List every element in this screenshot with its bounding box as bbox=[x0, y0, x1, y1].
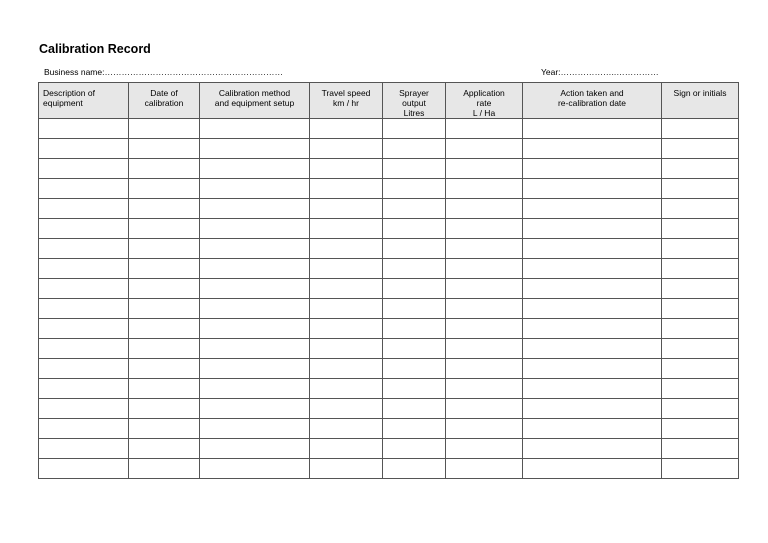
table-cell[interactable] bbox=[662, 159, 739, 179]
table-cell[interactable] bbox=[523, 359, 662, 379]
table-cell[interactable] bbox=[39, 119, 129, 139]
table-cell[interactable] bbox=[523, 419, 662, 439]
table-cell[interactable] bbox=[523, 119, 662, 139]
table-cell[interactable] bbox=[39, 259, 129, 279]
table-cell[interactable] bbox=[446, 399, 523, 419]
table-cell[interactable] bbox=[39, 419, 129, 439]
table-cell[interactable] bbox=[129, 139, 200, 159]
table-cell[interactable] bbox=[446, 419, 523, 439]
table-cell[interactable] bbox=[39, 139, 129, 159]
table-row bbox=[39, 299, 739, 319]
table-row bbox=[39, 379, 739, 399]
table-cell[interactable] bbox=[383, 459, 446, 479]
table-cell[interactable] bbox=[310, 219, 383, 239]
column-header-method: Calibration method and equipment setup bbox=[200, 83, 310, 119]
table-cell[interactable] bbox=[200, 339, 310, 359]
table-cell[interactable] bbox=[662, 419, 739, 439]
table-cell[interactable] bbox=[39, 459, 129, 479]
table-row bbox=[39, 179, 739, 199]
table-row bbox=[39, 239, 739, 259]
table-cell[interactable] bbox=[383, 419, 446, 439]
table-cell[interactable] bbox=[39, 439, 129, 459]
table-cell[interactable] bbox=[662, 279, 739, 299]
table-cell[interactable] bbox=[310, 419, 383, 439]
table-cell[interactable] bbox=[523, 379, 662, 399]
table-cell[interactable] bbox=[383, 199, 446, 219]
table-row bbox=[39, 399, 739, 419]
table-cell[interactable] bbox=[446, 439, 523, 459]
table-cell[interactable] bbox=[129, 399, 200, 419]
table-cell[interactable] bbox=[383, 139, 446, 159]
table-cell[interactable] bbox=[383, 359, 446, 379]
table-cell[interactable] bbox=[310, 239, 383, 259]
table-cell[interactable] bbox=[523, 199, 662, 219]
table-cell[interactable] bbox=[200, 459, 310, 479]
table-cell[interactable] bbox=[129, 179, 200, 199]
table-cell[interactable] bbox=[383, 299, 446, 319]
table-cell[interactable] bbox=[200, 199, 310, 219]
table-cell[interactable] bbox=[39, 359, 129, 379]
table-cell[interactable] bbox=[39, 239, 129, 259]
table-row bbox=[39, 279, 739, 299]
table-cell[interactable] bbox=[39, 319, 129, 339]
table-cell[interactable] bbox=[662, 199, 739, 219]
page-title: Calibration Record bbox=[39, 42, 151, 56]
table-cell[interactable] bbox=[523, 159, 662, 179]
table-cell[interactable] bbox=[39, 279, 129, 299]
table-cell[interactable] bbox=[200, 399, 310, 419]
table-cell[interactable] bbox=[446, 259, 523, 279]
table-cell[interactable] bbox=[129, 239, 200, 259]
business-name-field[interactable]: Business name:……………………………………………………… bbox=[44, 67, 283, 77]
table-cell[interactable] bbox=[39, 299, 129, 319]
table-cell[interactable] bbox=[446, 339, 523, 359]
table-cell[interactable] bbox=[129, 339, 200, 359]
table-cell[interactable] bbox=[310, 319, 383, 339]
column-header-application-rate: Application rate L / Ha bbox=[446, 83, 523, 119]
table-cell[interactable] bbox=[383, 119, 446, 139]
table-cell[interactable] bbox=[129, 319, 200, 339]
table-cell[interactable] bbox=[39, 339, 129, 359]
table-cell[interactable] bbox=[662, 299, 739, 319]
table-cell[interactable] bbox=[383, 339, 446, 359]
table-cell[interactable] bbox=[523, 459, 662, 479]
table-cell[interactable] bbox=[310, 159, 383, 179]
table-cell[interactable] bbox=[446, 299, 523, 319]
table-cell[interactable] bbox=[383, 439, 446, 459]
table-cell[interactable] bbox=[446, 199, 523, 219]
header-row bbox=[39, 83, 739, 119]
table-body bbox=[39, 119, 739, 479]
table-cell[interactable] bbox=[383, 279, 446, 299]
table-cell[interactable] bbox=[446, 459, 523, 479]
table-cell[interactable] bbox=[129, 459, 200, 479]
table-cell[interactable] bbox=[446, 119, 523, 139]
table-cell[interactable] bbox=[129, 259, 200, 279]
table-cell[interactable] bbox=[662, 319, 739, 339]
table-cell[interactable] bbox=[310, 259, 383, 279]
table-cell[interactable] bbox=[310, 139, 383, 159]
table-row bbox=[39, 219, 739, 239]
table-cell[interactable] bbox=[383, 379, 446, 399]
table-cell[interactable] bbox=[310, 379, 383, 399]
table-cell[interactable] bbox=[523, 319, 662, 339]
table-cell[interactable] bbox=[310, 359, 383, 379]
table-cell[interactable] bbox=[523, 279, 662, 299]
table-cell[interactable] bbox=[200, 379, 310, 399]
table-cell[interactable] bbox=[200, 219, 310, 239]
table-cell[interactable] bbox=[523, 439, 662, 459]
table-cell[interactable] bbox=[383, 259, 446, 279]
table-row bbox=[39, 199, 739, 219]
table-cell[interactable] bbox=[310, 399, 383, 419]
column-header-description: Description of equipment bbox=[39, 83, 129, 119]
table-cell[interactable] bbox=[446, 379, 523, 399]
table-cell[interactable] bbox=[129, 279, 200, 299]
table-cell[interactable] bbox=[200, 419, 310, 439]
table-cell[interactable] bbox=[446, 359, 523, 379]
table-cell[interactable] bbox=[200, 119, 310, 139]
table-cell[interactable] bbox=[446, 179, 523, 199]
column-header-sign: Sign or initials bbox=[662, 83, 739, 119]
column-header-date: Date of calibration bbox=[129, 83, 200, 119]
table-cell[interactable] bbox=[523, 339, 662, 359]
table-cell[interactable] bbox=[662, 179, 739, 199]
table-cell[interactable] bbox=[383, 399, 446, 419]
table-cell[interactable] bbox=[523, 399, 662, 419]
table-cell[interactable] bbox=[200, 159, 310, 179]
table-cell[interactable] bbox=[662, 339, 739, 359]
table-cell[interactable] bbox=[523, 259, 662, 279]
table-cell[interactable] bbox=[310, 279, 383, 299]
table-cell[interactable] bbox=[129, 299, 200, 319]
table-row bbox=[39, 359, 739, 379]
table-cell[interactable] bbox=[446, 219, 523, 239]
table-cell[interactable] bbox=[310, 339, 383, 359]
table-cell[interactable] bbox=[662, 359, 739, 379]
table-cell[interactable] bbox=[129, 219, 200, 239]
table-cell[interactable] bbox=[523, 299, 662, 319]
table-row bbox=[39, 419, 739, 439]
table-row bbox=[39, 439, 739, 459]
table-cell[interactable] bbox=[446, 159, 523, 179]
column-header-sprayer-output: Sprayer output Litres bbox=[383, 83, 446, 119]
table-cell[interactable] bbox=[662, 459, 739, 479]
table-row bbox=[39, 159, 739, 179]
table-cell[interactable] bbox=[446, 239, 523, 259]
table-cell[interactable] bbox=[662, 399, 739, 419]
table-cell[interactable] bbox=[662, 139, 739, 159]
table-cell[interactable] bbox=[662, 119, 739, 139]
table-cell[interactable] bbox=[129, 159, 200, 179]
table-cell[interactable] bbox=[39, 219, 129, 239]
table-cell[interactable] bbox=[446, 139, 523, 159]
table-row bbox=[39, 139, 739, 159]
calibration-table bbox=[38, 82, 739, 479]
table-row bbox=[39, 339, 739, 359]
table-cell[interactable] bbox=[310, 299, 383, 319]
table-cell[interactable] bbox=[446, 279, 523, 299]
table-cell[interactable] bbox=[39, 179, 129, 199]
column-header-travel-speed: Travel speed km / hr bbox=[310, 83, 383, 119]
table-cell[interactable] bbox=[662, 219, 739, 239]
table-cell[interactable] bbox=[523, 239, 662, 259]
table-cell[interactable] bbox=[200, 279, 310, 299]
table-row bbox=[39, 319, 739, 339]
table-cell[interactable] bbox=[200, 239, 310, 259]
table-cell[interactable] bbox=[129, 119, 200, 139]
table-cell[interactable] bbox=[200, 179, 310, 199]
table-cell[interactable] bbox=[129, 199, 200, 219]
table-cell[interactable] bbox=[200, 319, 310, 339]
table-cell[interactable] bbox=[310, 459, 383, 479]
table-cell[interactable] bbox=[39, 199, 129, 219]
table-cell[interactable] bbox=[129, 419, 200, 439]
table-cell[interactable] bbox=[383, 159, 446, 179]
table-cell[interactable] bbox=[200, 139, 310, 159]
table-cell[interactable] bbox=[39, 159, 129, 179]
table-cell[interactable] bbox=[200, 259, 310, 279]
table-cell[interactable] bbox=[310, 179, 383, 199]
table-cell[interactable] bbox=[39, 399, 129, 419]
table-cell[interactable] bbox=[662, 379, 739, 399]
table-cell[interactable] bbox=[310, 119, 383, 139]
column-header-action-taken: Action taken and re-calibration date bbox=[523, 83, 662, 119]
table-cell[interactable] bbox=[523, 219, 662, 239]
table-cell[interactable] bbox=[39, 379, 129, 399]
table-cell[interactable] bbox=[523, 179, 662, 199]
year-field[interactable]: Year:………………..…………… bbox=[541, 67, 659, 77]
table-cell[interactable] bbox=[310, 439, 383, 459]
table-cell[interactable] bbox=[383, 239, 446, 259]
table-cell[interactable] bbox=[662, 239, 739, 259]
table-cell[interactable] bbox=[383, 319, 446, 339]
table-cell[interactable] bbox=[662, 439, 739, 459]
table-cell[interactable] bbox=[383, 179, 446, 199]
table-cell[interactable] bbox=[129, 359, 200, 379]
table-cell[interactable] bbox=[200, 359, 310, 379]
table-row bbox=[39, 259, 739, 279]
table-row bbox=[39, 119, 739, 139]
table-row bbox=[39, 459, 739, 479]
table-cell[interactable] bbox=[662, 259, 739, 279]
table-cell[interactable] bbox=[129, 439, 200, 459]
table-cell[interactable] bbox=[129, 379, 200, 399]
table-cell[interactable] bbox=[446, 319, 523, 339]
table-cell[interactable] bbox=[383, 219, 446, 239]
table-cell[interactable] bbox=[523, 139, 662, 159]
table-cell[interactable] bbox=[200, 299, 310, 319]
table-cell[interactable] bbox=[310, 199, 383, 219]
table-cell[interactable] bbox=[200, 439, 310, 459]
